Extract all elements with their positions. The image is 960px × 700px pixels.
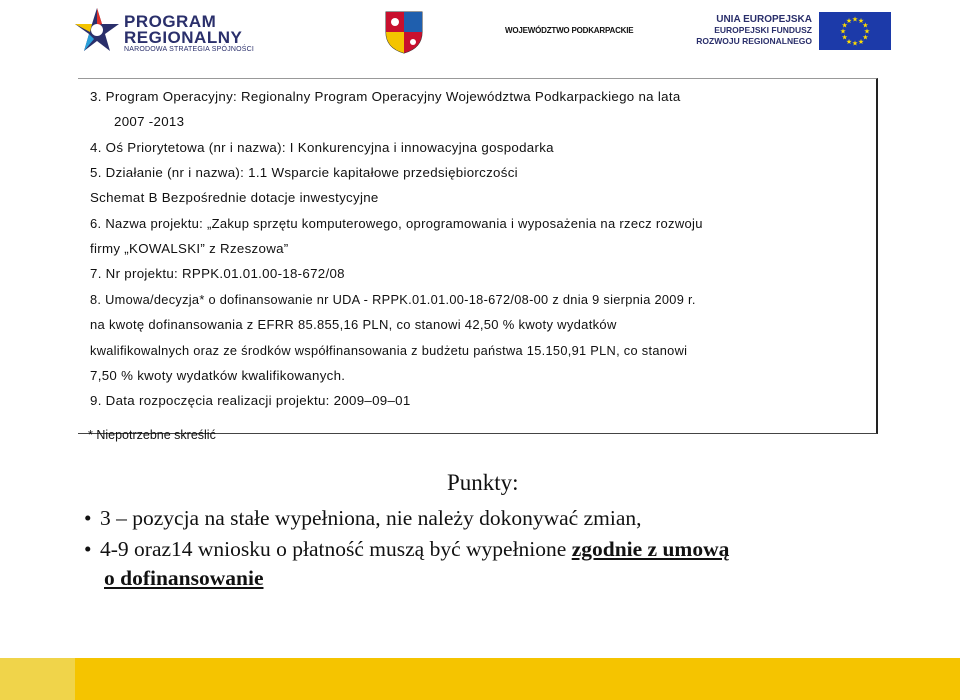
- eu-star-icon: ★: [863, 28, 871, 36]
- doc-line-6: 6. Nazwa projektu: „Zakup sprzętu komputerowego, oprogramowania i wyposażenia na rzecz rozwoju: [90, 216, 703, 231]
- eu-star-icon: ★: [845, 18, 853, 26]
- eu-line2: EUROPEJSKI FUNDUSZ: [714, 25, 812, 35]
- doc-line-1: 3. Program Operacyjny: Regionalny Program Operacyjny Województwa Podkarpackiego na lata: [90, 89, 681, 104]
- doc-line-3: 4. Oś Priorytetowa (nr i nazwa): I Konkurencyjna i innowacyjna gospodarka: [90, 140, 554, 155]
- eu-star-icon: ★: [839, 28, 847, 36]
- bullet-2-emphasis-cont: o dofinansowanie: [104, 566, 264, 590]
- eu-star-icon: ★: [857, 38, 865, 46]
- footnote: * Niepotrzebne skreślić: [88, 428, 216, 442]
- doc-line-13: 9. Data rozpoczęcia realizacji projektu: 2009–09–01: [90, 393, 411, 408]
- doc-line-2: 2007 -2013: [114, 114, 185, 129]
- program-regionalny-logo: [72, 6, 282, 54]
- bullet-2-text: 4-9 oraz14 wniosku o płatność muszą być wypełnione: [100, 537, 572, 561]
- bullet-item-1: [84, 506, 642, 531]
- eu-star-icon: ★: [851, 16, 859, 24]
- eu-star-icon: ★: [862, 34, 869, 42]
- points-title: Punkty:: [447, 470, 519, 495]
- doc-line-9: 8. Umowa/decyzja* o dofinansowanie nr UDA - RPPK.01.01.00-18-672/08-00 z dnia 9 sierpnia 2009 r.: [90, 292, 696, 307]
- doc-line-4: 5. Działanie (nr i nazwa): 1.1 Wsparcie kapitałowe przedsiębiorczości: [90, 165, 518, 180]
- eu-fund-text: [660, 14, 812, 47]
- region-name: WOJEWÓDZTWO PODKARPACKIE: [505, 26, 634, 35]
- eu-star-icon: ★: [841, 34, 848, 42]
- doc-line-10: na kwotę dofinansowania z EFRR 85.855,16 PLN, co stanowi 42,50 % kwoty wydatków: [90, 317, 617, 332]
- bullet-symbol: •: [84, 537, 92, 561]
- coat-of-arms-icon: [384, 10, 424, 54]
- doc-line-12: 7,50 % kwoty wydatków kwalifikowanych.: [90, 368, 346, 383]
- bullet-2-emphasis: zgodnie z umową: [571, 537, 730, 561]
- eu-line3: ROZWOJU REGIONALNEGO: [696, 36, 812, 46]
- logo-line3: NARODOWA STRATEGIA SPÓJNOŚCI: [124, 46, 255, 53]
- eu-star-icon: ★: [851, 40, 859, 48]
- logo-line1: PROGRAM: [124, 12, 217, 31]
- footer-bar-accent: [0, 658, 75, 700]
- eu-line1: UNIA EUROPEJSKA: [716, 14, 812, 25]
- doc-line-8: 7. Nr projektu: RPPK.01.01.00-18-672/08: [90, 266, 345, 281]
- bullet-item-2: [84, 537, 729, 562]
- bullet-1-text: 3 – pozycja na stałe wypełniona, nie należy dokonywać zmian,: [100, 506, 642, 530]
- footer-bar: [0, 658, 960, 700]
- doc-line-11: kwalifikowalnych oraz ze środków współfinansowania z budżetu państwa 15.150,91 PLN, co stanowi: [90, 343, 688, 358]
- doc-line-5: Schemat B Bezpośrednie dotacje inwestycyjne: [90, 190, 379, 205]
- bullet-symbol: •: [84, 506, 92, 530]
- eu-star-icon: ★: [862, 22, 869, 30]
- bullet-item-2-continued: [104, 566, 264, 591]
- program-star-icon: [72, 6, 122, 54]
- eu-star-icon: ★: [857, 18, 865, 26]
- eu-flag-icon: [819, 12, 891, 50]
- eu-star-icon: ★: [841, 22, 848, 30]
- eu-star-icon: ★: [845, 38, 853, 46]
- doc-line-7: firmy „KOWALSKI” z Rzeszowa”: [90, 241, 289, 256]
- logo-line2: REGIONALNY: [124, 28, 243, 47]
